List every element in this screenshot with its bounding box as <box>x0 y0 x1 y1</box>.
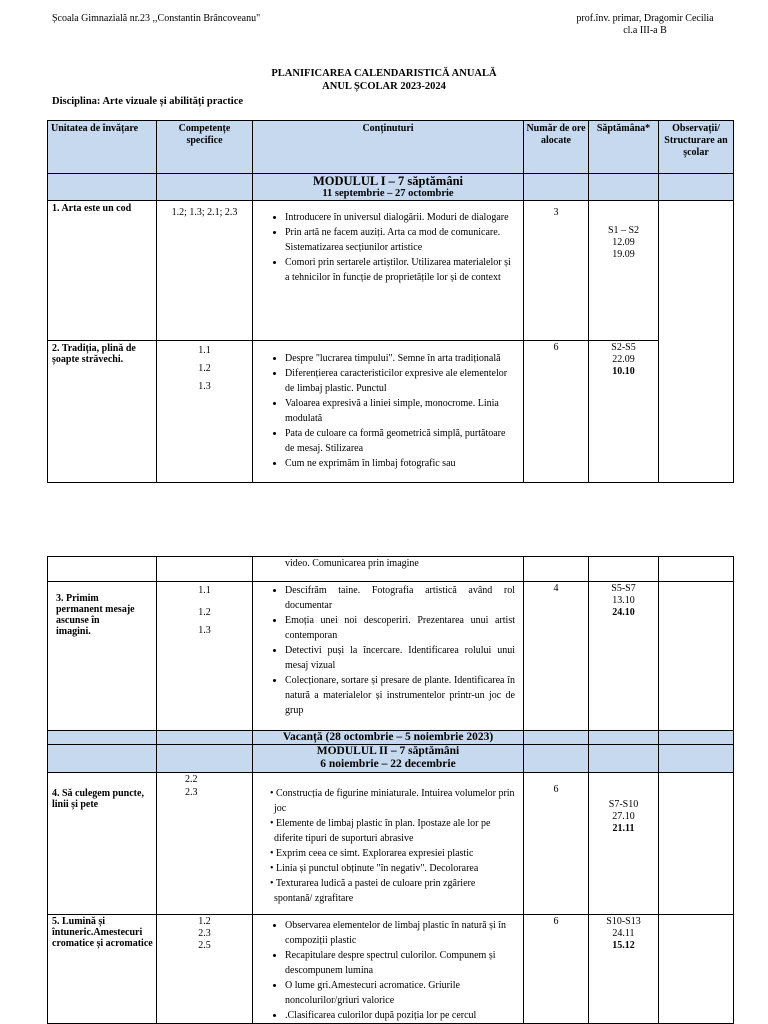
unit-hours: 6 <box>524 773 589 915</box>
col-header-observations: Observații/ Structurare an școlar <box>659 121 734 174</box>
unit-name: 2. Tradiția, plină de șoapte străvechi. <box>48 341 157 483</box>
list-item: • Linia și punctul obținute "în negativ". Decolorarea <box>270 863 479 874</box>
planning-table-page-1 <box>47 120 734 483</box>
module-1-title: MODULUL I – 7 săptămâni <box>312 174 464 188</box>
list-item: • Observarea elementelor de limbaj plastic în natură și în compoziții plastic <box>285 918 523 948</box>
week-date: 27.10 <box>612 811 635 822</box>
unit-hours: 6 <box>524 341 589 483</box>
col-header-unit: Unitatea de învățare <box>48 121 157 174</box>
table-row <box>48 557 734 582</box>
table-header-row <box>48 121 734 174</box>
unit-weeks <box>589 341 659 483</box>
table-row <box>48 582 734 731</box>
list-item: • Texturarea ludică a pastei de culoare prin zgâriere spontană/ zgrafitare <box>270 878 476 904</box>
contents-list <box>253 918 523 1023</box>
list-item: • Diferențierea caracteristicilor expresive ale elementelor de limbaj plastic. Punctul <box>285 366 523 396</box>
unit-competences: 1.2 2.3 2.5 <box>157 915 253 1024</box>
list-item: • .Clasificarea culorilor după poziția lor pe cercul <box>285 1008 523 1023</box>
unit-contents <box>253 582 524 731</box>
list-item: • Construcția de figurine miniaturale. Intuirea volumelor prin joc <box>270 788 515 814</box>
unit-competences: 1.1 1.2 1.3 <box>157 341 253 483</box>
contents-list <box>253 786 523 906</box>
week-date: 21.11 <box>612 823 635 834</box>
list-item: • O lume gri.Amestecuri acromatice. Griurile noncolurilor/griuri valorice <box>285 978 523 1008</box>
week-date: 15.12 <box>612 940 635 951</box>
unit-hours: 6 <box>524 915 589 1024</box>
week-range: S2-S5 <box>611 342 636 353</box>
table-row <box>48 201 734 341</box>
list-item: • Valoarea expresivă a liniei simple, monocrome. Linia modulată <box>285 396 523 426</box>
list-item: • Prin artă ne facem auziți. Arta ca mod de comunicare. Sistematizarea secțiunilor artistice <box>285 225 523 255</box>
unit-contents <box>253 773 524 915</box>
col-header-hours: Număr de ore alocate <box>524 121 589 174</box>
col-header-contents: Conținuturi <box>253 121 524 174</box>
week-date: 24.10 <box>612 607 635 618</box>
title-line-1: PLANIFICAREA CALENDARISTICĂ ANUALĂ <box>271 68 497 79</box>
unit-contents <box>253 341 524 483</box>
continuation-text: video. Comunicarea prin imagine <box>253 557 524 582</box>
list-item: • Pata de culoare ca formă geometrică simplă, purtătoare de mesaj. Stilizarea <box>285 426 523 456</box>
list-item: • Elemente de limbaj plastic în plan. Ipostaze ale lor pe diferite tipuri de suporturi abrasive <box>270 818 491 844</box>
week-range: S1 – S2 <box>607 225 640 236</box>
unit-competences: 1.2; 1.3; 2.1; 2.3 <box>157 201 253 341</box>
week-date: 13.10 <box>612 595 635 606</box>
list-item: • Introducere în universul dialogării. Moduri de dialogare <box>285 210 523 225</box>
planning-table-page-2 <box>47 556 734 1024</box>
title-line-2: ANUL ȘCOLAR 2023-2024 <box>322 81 446 92</box>
unit-weeks <box>589 201 659 341</box>
week-date: 10.10 <box>612 366 635 377</box>
unit-competences: 2.2 2.3 <box>157 773 253 915</box>
table-row <box>48 341 734 483</box>
unit-contents <box>253 201 524 341</box>
school-name: Școala Gimnazială nr.23 ,,Constantin Brâncoveanu" <box>52 13 261 24</box>
week-range: S10-S13 <box>606 916 641 927</box>
week-date: 19.09 <box>612 249 635 260</box>
contents-list <box>253 351 523 471</box>
class-name: cl.a III-a B <box>623 25 667 36</box>
list-item: • Detectivi puși la încercare. Identificarea rolului unui mesaj vizual <box>285 643 523 673</box>
list-item: • Despre "lucrarea timpului". Semne în arta tradițională <box>285 351 523 366</box>
unit-weeks <box>589 582 659 731</box>
module-1-heading <box>253 174 524 201</box>
week-range: S5-S7 <box>611 583 636 594</box>
unit-name: 3. Primim permanent mesaje ascunse în imagini. <box>48 582 157 731</box>
vacation-label: Vacanță (28 octombrie – 5 noiembrie 2023) <box>253 731 524 745</box>
contents-list <box>253 210 523 285</box>
module-1-dates: 11 septembrie – 27 octombrie <box>322 188 454 199</box>
teacher-info <box>560 13 730 37</box>
col-header-competences: Competențe specifice <box>157 121 253 174</box>
table-row <box>48 773 734 915</box>
module-2-row <box>48 745 734 773</box>
unit-hours: 3 <box>524 201 589 341</box>
module-2-title: MODULUL II – 7 săptămâni <box>316 745 460 757</box>
week-range: S7-S10 <box>608 799 639 810</box>
table-row <box>48 915 734 1024</box>
col-header-week: Săptămâna* <box>589 121 659 174</box>
document-title <box>0 67 768 93</box>
module-1-row <box>48 174 734 201</box>
unit-name: 1. Arta este un cod <box>48 201 157 341</box>
unit-name: 5. Lumină și întuneric.Amestecuri cromatice și acromatice <box>48 915 157 1024</box>
week-date: 22.09 <box>612 354 635 365</box>
week-date: 24.11 <box>612 928 635 939</box>
list-item: • Recapitulare despre spectrul culorilor. Compunem și descompunem lumina <box>285 948 523 978</box>
contents-list <box>253 583 523 718</box>
unit-weeks <box>589 773 659 915</box>
unit-hours: 4 <box>524 582 589 731</box>
vacation-row <box>48 731 734 745</box>
unit-competences: 1.1 1.2 1.3 <box>157 582 253 731</box>
unit-contents <box>253 915 524 1024</box>
discipline: Disciplina: Arte vizuale și abilități practice <box>52 96 244 107</box>
list-item: • Cum ne exprimăm în limbaj fotografic sau <box>285 456 523 471</box>
list-item: • Colecționare, sortare și presare de plante. Identificarea în natură a materialelor și instrumentelor printr-un joc de grup <box>285 673 523 718</box>
list-item: • Comori prin sertarele artiștilor. Utilizarea materialelor și a tehnicilor în funcție de proprietățile lor și de context <box>285 255 523 285</box>
list-item: • Emoția unei noi descoperiri. Prezentarea unui artist contemporan <box>285 613 523 643</box>
list-item: • Exprim ceea ce simt. Explorarea expresiei plastic <box>270 848 474 859</box>
module-2-dates: 6 noiembrie – 22 decembrie <box>320 758 456 770</box>
unit-name: 4. Să culegem puncte, linii și pete <box>48 773 157 915</box>
teacher-name: prof.înv. primar, Dragomir Cecilia <box>576 13 714 24</box>
observations-cell <box>659 201 734 483</box>
list-item: • Descifrăm taine. Fotografia artistică având rol documentar <box>285 583 523 613</box>
unit-weeks <box>589 915 659 1024</box>
module-2-heading <box>253 745 524 773</box>
week-date: 12.09 <box>612 237 635 248</box>
